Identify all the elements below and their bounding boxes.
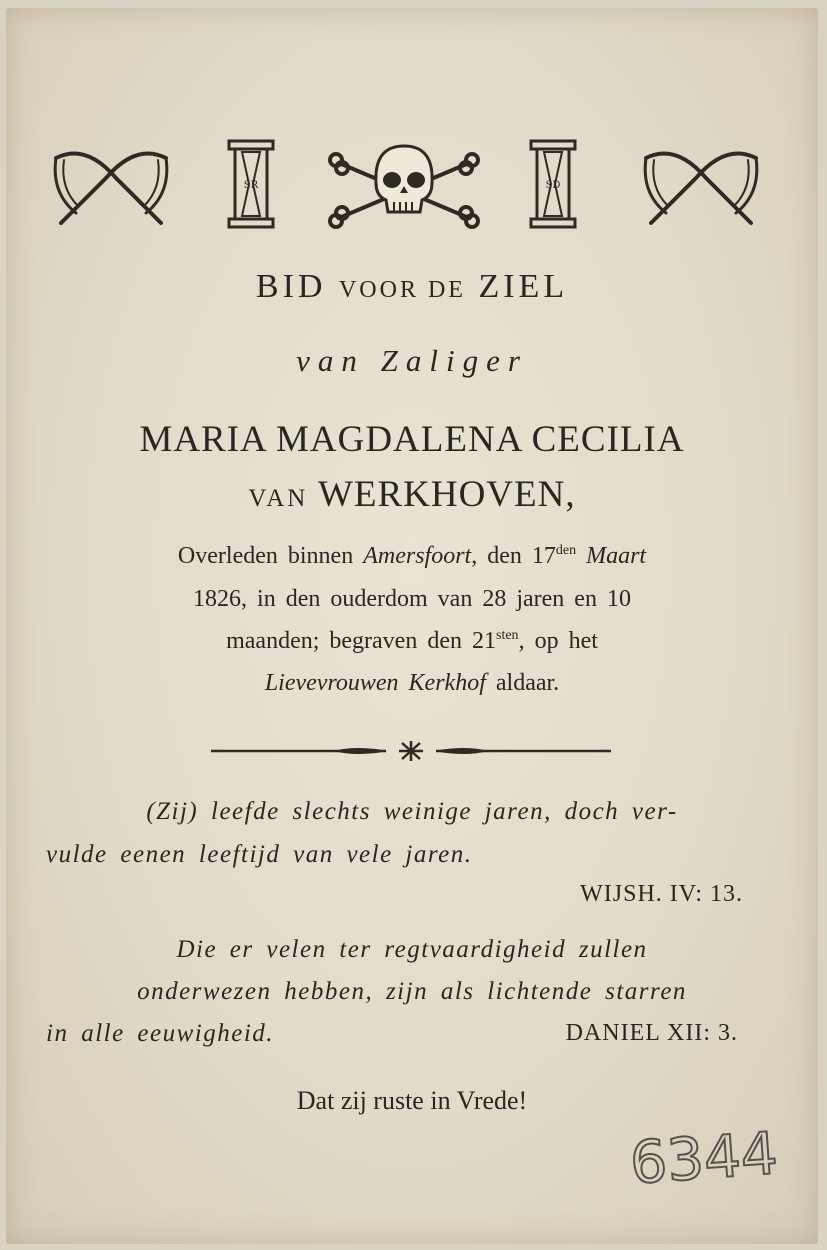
month-name: Maart [576, 543, 647, 569]
hourglass-icon [528, 138, 578, 230]
bio-text: aldaar. [485, 670, 560, 696]
heading-word-ziel: ZIEL [478, 268, 569, 305]
ornamental-divider [206, 736, 616, 766]
van-zaliger-line: van Zaliger [296, 343, 528, 378]
ordinal-suffix: sten [496, 628, 519, 643]
emblem-row [6, 138, 818, 238]
bio-text: Overleden binnen [177, 543, 364, 569]
deceased-name-line2 [6, 473, 818, 516]
ordinal-suffix: den [555, 543, 577, 558]
cemetery-name: Lievevrouwen Kerkhof [264, 670, 486, 696]
deceased-name-line1: MARIA MAGDALENA CECILIA [139, 419, 685, 460]
svg-text:SD: SD [545, 180, 561, 191]
bio-text: , op het [518, 628, 598, 654]
verse2-line3: in alle eeuwigheid. [46, 1020, 275, 1047]
heading-bid-voor-de-ziel [6, 268, 818, 306]
verse1-line2: vulde eenen leeftijd van vele jaren. [46, 841, 473, 868]
bio-line-3 [6, 628, 818, 655]
verse1-reference: WIJSH. IV: 13. [580, 881, 743, 907]
inventory-number-annotation [626, 1078, 796, 1198]
verse2-line1: Die er velen ter regtvaardigheid zullen [176, 936, 648, 963]
heading-word-bid: BID [255, 268, 327, 305]
bio-line-4 [6, 670, 818, 697]
closing-prayer: Dat zij ruste in Vrede! [296, 1086, 528, 1115]
place-name: Amersfoort [363, 543, 472, 569]
verse2-line2: onderwezen hebben, zijn als lichtende starren [137, 978, 687, 1005]
memorial-card [6, 8, 818, 1244]
heading-word-voor-de: VOOR DE [338, 277, 466, 303]
name-particle-van: VAN [248, 485, 309, 512]
verse1-line1: (Zij) leefde slechts weinige jaren, doch ver- [146, 798, 678, 825]
skull-and-crossbones-icon [324, 138, 484, 233]
crossed-scythes-icon [636, 138, 766, 233]
bio-text: maanden; begraven den 21 [226, 628, 496, 654]
crossed-scythes-icon [46, 138, 176, 233]
verse2-reference: DANIEL XII: 3. [565, 1020, 738, 1046]
svg-text:SR: SR [243, 180, 259, 191]
inventory-number-text: 6344 [627, 1119, 780, 1198]
name-surname: WERKHOVEN, [317, 474, 576, 515]
bio-line-2: 1826, in den ouderdom van 28 jaren en 10 [193, 586, 631, 612]
hourglass-icon [226, 138, 276, 230]
bio-line-1 [6, 543, 818, 570]
bio-text: , den 17 [471, 543, 556, 569]
